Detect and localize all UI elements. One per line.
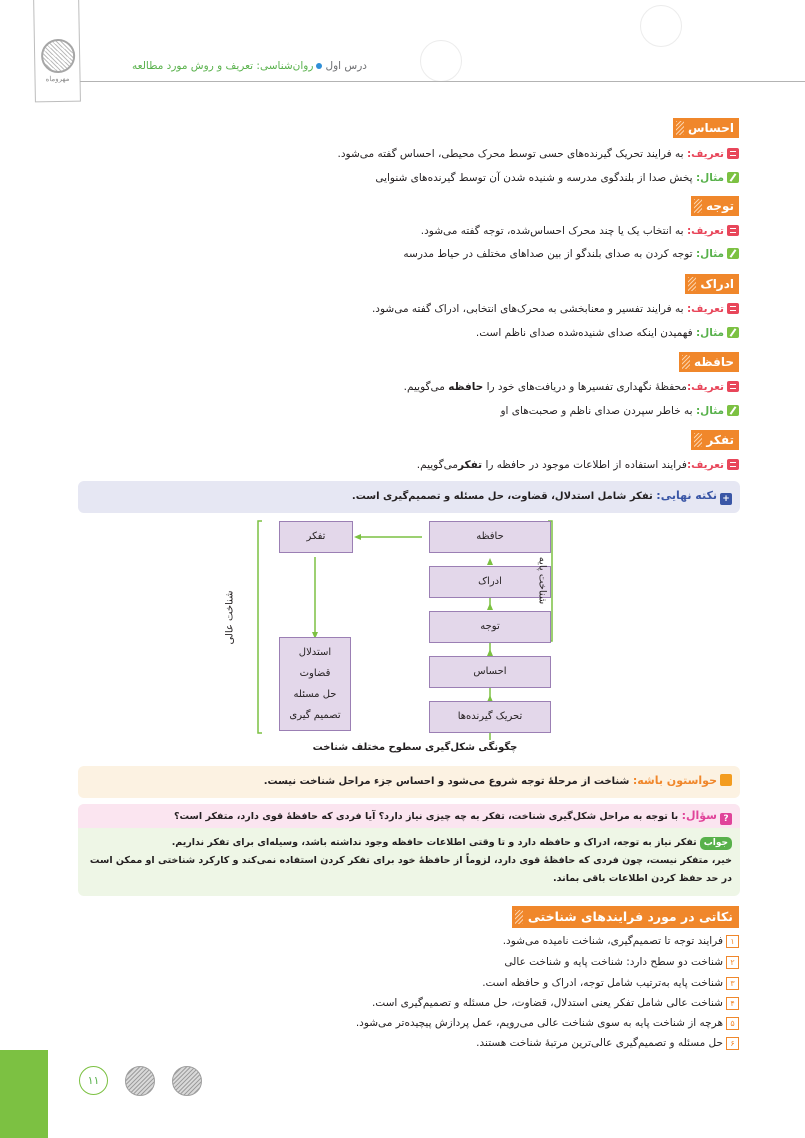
page-number: ۱۱ bbox=[79, 1066, 108, 1095]
pencil-icon bbox=[727, 248, 739, 259]
hatched-circle-icon bbox=[125, 1066, 155, 1096]
section-tag: توجه bbox=[691, 196, 739, 216]
hand-icon bbox=[720, 774, 732, 786]
diagram-box-higher-processes bbox=[279, 637, 351, 731]
speech-bubble-icon bbox=[727, 381, 739, 392]
tip-item bbox=[476, 1035, 739, 1051]
example-label: مثال: bbox=[695, 172, 724, 184]
definition-text: به فرایند تفسیر و معنابخشی به محرک‌های انتخابی، ادراک گفته می‌شود. bbox=[371, 303, 684, 315]
speech-bubble-icon bbox=[727, 459, 739, 470]
plus-bubble-icon: + bbox=[720, 493, 732, 505]
answer bbox=[82, 834, 732, 888]
basic-cognition-label: شناخت پایه bbox=[536, 556, 548, 605]
publisher-logo bbox=[33, 0, 81, 102]
tip-item bbox=[503, 933, 739, 949]
definition-text: محفظهٔ نگهداری تفسیرها و دریافت‌های خود را bbox=[486, 381, 687, 393]
warning-text: شناخت از مرحلهٔ توجه شروع می‌شود و احساس جزء مراحل شناخت نیست. bbox=[263, 776, 630, 787]
tip-item bbox=[504, 954, 739, 970]
diagram-box-attention: توجه bbox=[429, 611, 551, 643]
higher-process: استدلال bbox=[298, 647, 332, 658]
definition-label: تعریف: bbox=[686, 303, 724, 315]
section-tag: ادراک bbox=[685, 274, 739, 294]
speech-bubble-icon bbox=[727, 303, 739, 314]
tip-text: حل مسئله و تصمیم‌گیری عالی‌ترین مرتبهٔ شناخت هستند. bbox=[476, 1037, 723, 1049]
definition-line bbox=[338, 146, 739, 162]
higher-cognition-bracket bbox=[258, 521, 262, 733]
final-note-box bbox=[78, 481, 740, 513]
tip-text: شناخت پایه به‌ترتیب شامل توجه، ادراک و حافظه است. bbox=[482, 977, 723, 989]
smiley-decoration-icon bbox=[640, 5, 682, 47]
warning-label: حواستون باشه: bbox=[632, 774, 717, 787]
pencil-icon bbox=[727, 405, 739, 416]
hatched-circle-icon bbox=[172, 1066, 202, 1096]
section-tag: حافظه bbox=[679, 352, 739, 372]
arrowhead bbox=[487, 649, 493, 656]
example-line bbox=[500, 403, 739, 419]
higher-process: حل مسئله bbox=[293, 689, 337, 700]
tip-item bbox=[356, 1015, 739, 1031]
question-mark-icon: ? bbox=[720, 813, 732, 825]
warning-box bbox=[78, 766, 740, 798]
example-line bbox=[375, 170, 739, 186]
definition-line bbox=[372, 301, 739, 317]
speech-bubble-icon bbox=[727, 225, 739, 236]
example-line bbox=[476, 325, 739, 341]
question-header bbox=[78, 804, 740, 828]
tip-text: شناخت دو سطح دارد: شناخت پایه و شناخت عالی bbox=[504, 956, 723, 968]
example-text: پخش صدا از بلندگوی مدرسه و شنیده شدن آن توسط گیرنده‌های شنوایی bbox=[375, 172, 693, 184]
section-tag: احساس bbox=[673, 118, 739, 138]
diagram-caption: چگونگی شکل‌گیری سطوح مختلف شناخت bbox=[312, 742, 518, 753]
arrowhead bbox=[354, 534, 361, 540]
tip-text: فرایند توجه تا تصمیم‌گیری، شناخت نامیده می‌شود. bbox=[502, 935, 723, 947]
definition-bold-term: حافظه bbox=[448, 381, 484, 393]
tip-item bbox=[372, 995, 739, 1011]
tip-text: شناخت عالی شامل تفکر یعنی استدلال، قضاوت، حل مسئله و تصمیم‌گیری است. bbox=[371, 997, 723, 1009]
tip-number: ۳ bbox=[726, 977, 739, 990]
answer-text-2: خیر، متفکر نیست، چون فردی که حافظهٔ قوی دارد، لزوماً از حافظهٔ خود برای تفکر کردن استفاده نمی‌کند و کارکرد شناختی او ممکن است در حد حفظ کردن اطلاعات باقی بماند. bbox=[89, 855, 732, 884]
header-divider bbox=[80, 81, 805, 82]
section-tag: تفکر bbox=[691, 430, 739, 450]
definition-text: به انتخاب یک یا چند محرک احساس‌شده، توجه گفته می‌شود. bbox=[420, 225, 684, 237]
bullet-icon bbox=[316, 63, 322, 69]
question-box bbox=[78, 804, 740, 896]
tip-number: ۵ bbox=[726, 1017, 739, 1030]
definition-label: تعریف: bbox=[686, 381, 724, 393]
page-edge-bar bbox=[0, 1050, 48, 1138]
definition-text: فرایند استفاده از اطلاعات موجود در حافظه را bbox=[485, 459, 687, 471]
diagram-box-sensation: احساس bbox=[429, 656, 551, 688]
tip-number: ۱ bbox=[726, 935, 739, 948]
note-text: تفکر شامل استدلال، قضاوت، حل مسئله و تصمیم‌گیری است. bbox=[351, 491, 653, 502]
speech-bubble-icon bbox=[727, 148, 739, 159]
question-text: با توجه به مراحل شکل‌گیری شناخت، تفکر به چه چیزی نیاز دارد؟ آیا فردی که حافظهٔ قوی دارد، متفکر است؟ bbox=[173, 811, 679, 822]
definition-text-end: می‌گوییم. bbox=[403, 381, 445, 393]
question bbox=[174, 809, 732, 825]
note-label: نکته نهایی: bbox=[656, 489, 717, 502]
definition-label: تعریف: bbox=[686, 225, 724, 237]
example-label: مثال: bbox=[695, 405, 724, 417]
diagram-box-thinking: تفکر bbox=[279, 521, 353, 553]
definition-line bbox=[404, 379, 739, 395]
warning bbox=[264, 774, 732, 787]
tip-text: هرچه از شناخت پایه به سوی شناخت عالی می‌رویم، عمل پردازش پیچیده‌تر می‌شود. bbox=[355, 1017, 723, 1029]
definition-label: تعریف: bbox=[686, 148, 724, 160]
running-header bbox=[132, 60, 367, 72]
tip-number: ۶ bbox=[726, 1037, 739, 1050]
answer-line-1 bbox=[82, 834, 732, 852]
arrowhead bbox=[487, 603, 493, 610]
example-label: مثال: bbox=[695, 248, 724, 260]
tip-number: ۴ bbox=[726, 997, 739, 1010]
answer-text-1: تفکر نیاز به توجه، ادراک و حافظه دارد و تا وقتی اطلاعات حافظه وجود نداشته باشد، وسیله‌ای برای تفکر نداریم. bbox=[171, 837, 697, 848]
definition-line bbox=[417, 457, 739, 473]
arrowhead bbox=[487, 558, 493, 565]
higher-process: قضاوت bbox=[299, 668, 331, 679]
example-text: فهمیدن اینکه صدای شنیده‌شده صدای ناظم است. bbox=[475, 327, 693, 339]
final-note bbox=[352, 489, 732, 505]
pencil-icon bbox=[727, 327, 739, 338]
example-label: مثال: bbox=[695, 327, 724, 339]
answer-badge: جواب bbox=[700, 837, 732, 850]
butterfly-logo-icon bbox=[41, 39, 76, 74]
diagram-box-stimulus: تحریک گیرنده‌ها bbox=[429, 701, 551, 733]
question-label: سؤال: bbox=[681, 809, 717, 822]
tip-number: ۲ bbox=[726, 956, 739, 969]
higher-process: تصمیم گیری bbox=[289, 710, 341, 721]
definition-text-end: می‌گوییم. bbox=[416, 459, 458, 471]
diagram-box-perception: ادراک bbox=[429, 566, 551, 598]
logo-text: مهروماه bbox=[45, 74, 70, 84]
tip-item bbox=[482, 975, 739, 991]
definition-bold-term: تفکر bbox=[457, 459, 483, 471]
example-text: به خاطر سپردن صدای ناظم و صحبت‌های او bbox=[500, 405, 693, 417]
definition-line bbox=[421, 223, 739, 239]
tips-heading: نکاتی در مورد فرایندهای شناختی bbox=[512, 906, 739, 928]
lesson-label: درس اول bbox=[325, 60, 367, 72]
diagram-box-memory: حافظه bbox=[429, 521, 551, 553]
definition-text: به فرایند تحریک گیرنده‌های حسی توسط محرک محیطی، احساس گفته می‌شود. bbox=[337, 148, 684, 160]
pencil-icon bbox=[727, 172, 739, 183]
example-line bbox=[403, 246, 739, 262]
definition-label: تعریف: bbox=[686, 459, 724, 471]
higher-cognition-label: شناخت عالی bbox=[224, 590, 236, 645]
example-text: توجه کردن به صدای بلندگو از بین صداهای مختلف در حیاط مدرسه bbox=[403, 248, 693, 260]
chapter-title: روان‌شناسی: تعریف و روش مورد مطالعه bbox=[132, 60, 314, 72]
smiley-decoration-icon bbox=[420, 40, 462, 82]
